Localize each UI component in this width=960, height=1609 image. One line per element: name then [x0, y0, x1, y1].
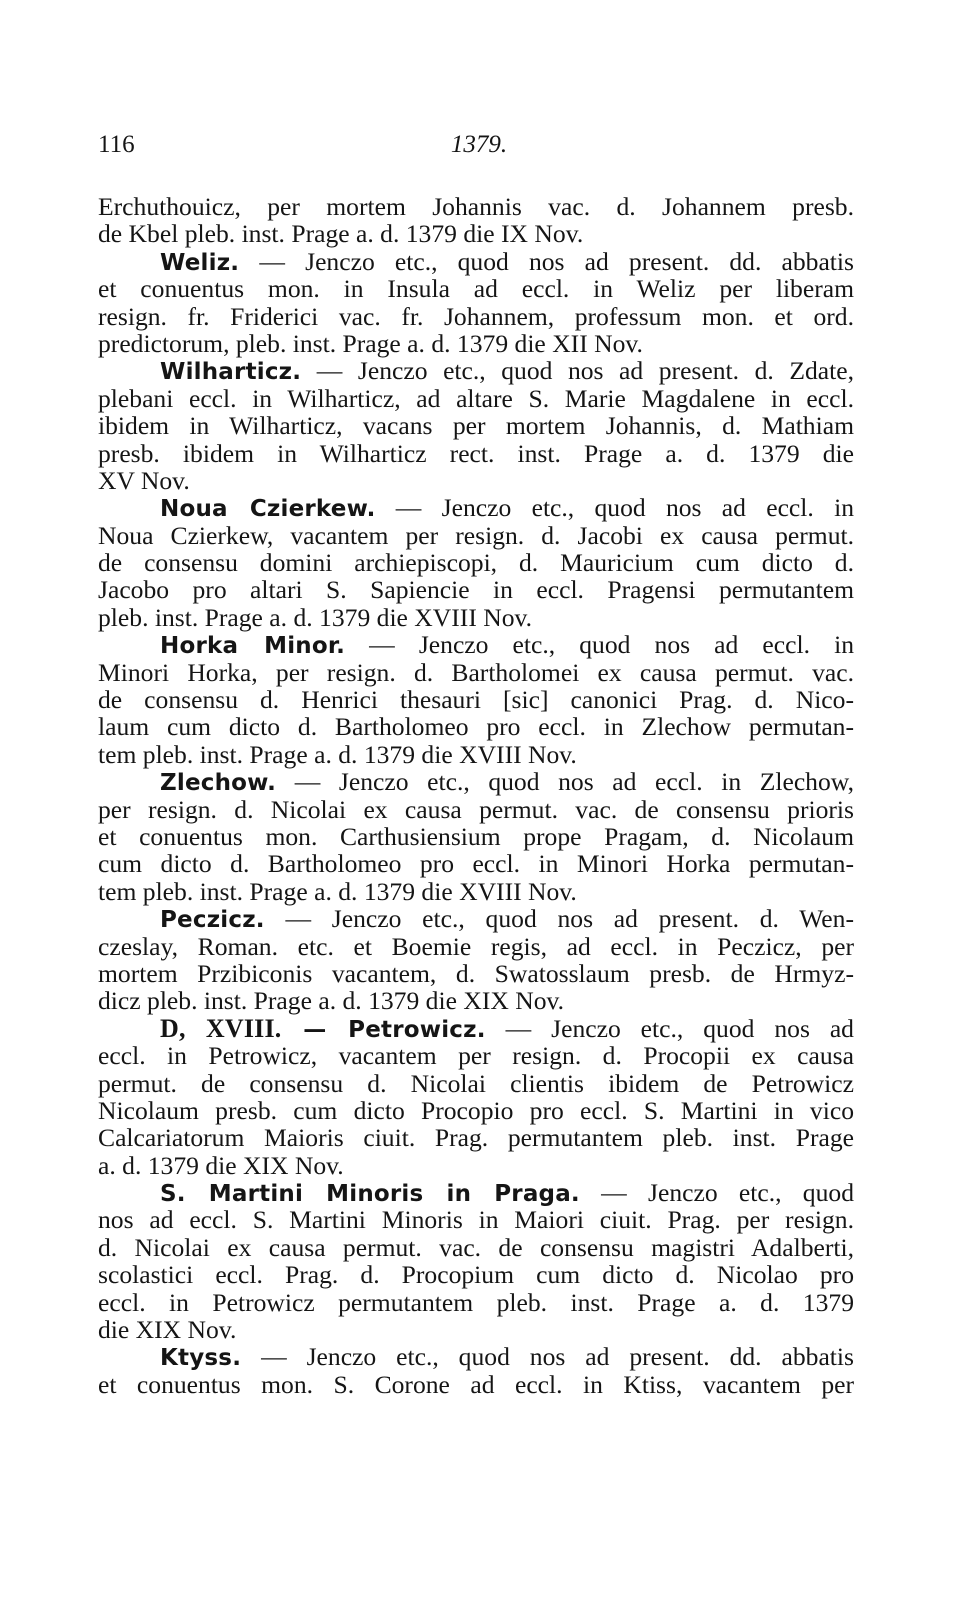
running-title-year: 1379.: [450, 131, 508, 158]
line-text: Minori Horka, per resign. d. Bartholomei ex causa permut. vac.: [98, 657, 854, 687]
line-text: de Kbel pleb. inst. Prage a. d. 1379 die IX Nov.: [98, 219, 584, 249]
entry-headword: — Petrowicz.: [281, 1016, 486, 1043]
text-line: [98, 494, 854, 521]
register-entry: [98, 193, 854, 248]
line-text: eccl. in Petrowicz, vacantem per resign. d. Procopii ex causa: [98, 1041, 854, 1071]
line-text: — Jenczo etc., quod nos ad eccl. in: [345, 630, 854, 660]
line-text: tem pleb. inst. Prage a. d. 1379 die XVIII Nov.: [98, 739, 577, 769]
register-entry: [98, 248, 854, 358]
text-line: [98, 1042, 854, 1069]
text-line: [98, 467, 854, 494]
text-line: [98, 193, 854, 220]
text-line: [98, 878, 854, 905]
line-text: Calcariatorum Maioris ciuit. Prag. permutantem pleb. inst. Prage: [98, 1123, 854, 1153]
page-number: 116: [98, 131, 135, 158]
text-line: [98, 1015, 854, 1042]
text-line: [98, 1179, 854, 1206]
register-entry: [98, 1179, 854, 1343]
register-entry: [98, 768, 854, 905]
text-line: [98, 1124, 854, 1151]
line-text: permut. de consensu d. Nicolai clientis ibidem de Petrowicz: [98, 1068, 854, 1098]
text-line: [98, 659, 854, 686]
text-line: [98, 220, 854, 247]
entry-headword: Wilharticz.: [160, 359, 302, 386]
line-text: — Jenczo etc., quod nos ad present. dd. abbatis: [239, 246, 854, 276]
text-line: [98, 357, 854, 384]
line-text: et conuentus mon. Carthusiensium prope Pragam, d. Nicolaum: [98, 821, 854, 851]
running-header: [98, 128, 860, 162]
line-text: XV Nov.: [98, 465, 190, 495]
line-text: dicz pleb. inst. Prage a. d. 1379 die XIX Nov.: [98, 986, 565, 1016]
line-text: Nicolaum presb. cum dicto Procopio pro eccl. S. Martini in vico: [98, 1095, 854, 1125]
text-line: [98, 1371, 854, 1398]
register-entry: [98, 1015, 854, 1179]
entry-headword: S. Martini Minoris in Praga.: [160, 1181, 580, 1208]
register-entry: [98, 494, 854, 631]
text-line: [98, 1261, 854, 1288]
line-text: plebani eccl. in Wilharticz, ad altare S. Marie Magdalene in eccl.: [98, 383, 854, 413]
text-line: [98, 741, 854, 768]
text-line: [98, 713, 854, 740]
line-text: — Jenczo etc., quod nos ad: [485, 1013, 854, 1043]
text-line: [98, 823, 854, 850]
text-line: [98, 686, 854, 713]
line-text: laum cum dicto d. Bartholomeo pro eccl. in Zlechow permutan-: [98, 712, 854, 742]
text-line: [98, 1097, 854, 1124]
text-line: [98, 1343, 854, 1370]
text-line: [98, 275, 854, 302]
line-text: resign. fr. Friderici vac. fr. Johannem, professum mon. et ord.: [98, 301, 854, 331]
text-line: [98, 796, 854, 823]
line-text: Jacobo pro altari S. Sapiencie in eccl. Pragensi permutantem: [98, 575, 854, 605]
text-line: [98, 604, 854, 631]
line-text: Erchuthouicz, per mortem Johannis vac. d. Johannem presb.: [98, 192, 854, 221]
entry-headword: Horka Minor.: [160, 633, 346, 660]
line-text: de consensu domini archiepiscopi, d. Mauricium cum dicto d.: [98, 548, 854, 578]
line-text: nos ad eccl. S. Martini Minoris in Maiori ciuit. Prag. per resign.: [98, 1205, 854, 1235]
text-line: [98, 1070, 854, 1097]
text-line: [98, 248, 854, 275]
line-text: die XIX Nov.: [98, 1315, 237, 1345]
line-text: predictorum, pleb. inst. Prage a. d. 1379 die XII Nov.: [98, 328, 643, 358]
line-text: — Jenczo etc., quod nos ad present. d. Zdate,: [301, 356, 854, 386]
line-text: mortem Przibiconis vacantem, d. Swatosslaum presb. de Hrmyz-: [98, 958, 854, 988]
line-text: eccl. in Petrowicz permutantem pleb. inst. Prage a. d. 1379: [98, 1287, 854, 1317]
line-text: — Jenczo etc., quod nos ad present. d. Wen-: [264, 904, 854, 934]
entry-headword: Ktyss.: [160, 1345, 242, 1372]
text-line: [98, 303, 854, 330]
text-line: [98, 549, 854, 576]
text-line: [98, 1289, 854, 1316]
text-line: [98, 412, 854, 439]
line-text: a. d. 1379 die XIX Nov.: [98, 1150, 344, 1180]
line-text: — Jenczo etc., quod nos ad eccl. in Zlechow,: [276, 767, 854, 797]
entry-headword: Zlechow.: [160, 770, 277, 797]
line-text: et conuentus mon. S. Corone ad eccl. in Ktiss, vacantem per: [98, 1369, 854, 1399]
register-entry: [98, 905, 854, 1015]
line-text: — Jenczo etc., quod nos ad eccl. in: [375, 493, 854, 523]
entry-headword: Noua Czierkew.: [160, 496, 376, 523]
line-text: cum dicto d. Bartholomeo pro eccl. in Minori Horka permutan-: [98, 849, 854, 879]
text-line: [98, 1206, 854, 1233]
text-line: [98, 1316, 854, 1343]
line-text: tem pleb. inst. Prage a. d. 1379 die XVIII Nov.: [98, 876, 577, 906]
register-entry: [98, 631, 854, 768]
entry-headword: Peczicz.: [160, 907, 265, 934]
entry-date: D, XVIII.: [160, 1013, 282, 1043]
text-line: [98, 1152, 854, 1179]
line-text: d. Nicolai ex causa permut. vac. de consensu magistri Adalberti,: [98, 1232, 854, 1262]
entry-headword: Weliz.: [160, 249, 240, 276]
register-entries: [98, 193, 854, 1398]
line-text: — Jenczo etc., quod: [579, 1178, 854, 1208]
text-line: [98, 905, 854, 932]
line-text: czeslay, Roman. etc. et Boemie regis, ad eccl. in Peczicz, per: [98, 931, 854, 961]
text-line: [98, 631, 854, 658]
line-text: ibidem in Wilharticz, vacans per mortem Johannis, d. Mathiam: [98, 411, 854, 441]
line-text: et conuentus mon. in Insula ad eccl. in Weliz per liberam: [98, 274, 854, 304]
text-line: [98, 987, 854, 1014]
text-line: [98, 933, 854, 960]
line-text: Noua Czierkew, vacantem per resign. d. Jacobi ex causa permut.: [98, 520, 854, 550]
text-line: [98, 1234, 854, 1261]
text-line: [98, 330, 854, 357]
line-text: pleb. inst. Prage a. d. 1379 die XVIII Nov.: [98, 602, 533, 632]
text-line: [98, 850, 854, 877]
register-entry: [98, 1343, 854, 1398]
text-line: [98, 440, 854, 467]
register-entry: [98, 357, 854, 494]
text-line: [98, 576, 854, 603]
text-line: [98, 768, 854, 795]
text-line: [98, 385, 854, 412]
line-text: per resign. d. Nicolai ex causa permut. vac. de consensu prioris: [98, 794, 854, 824]
text-line: [98, 522, 854, 549]
text-line: [98, 960, 854, 987]
line-text: de consensu d. Henrici thesauri [sic] canonici Prag. d. Nico-: [98, 685, 854, 715]
line-text: presb. ibidem in Wilharticz rect. inst. Prage a. d. 1379 die: [98, 438, 854, 468]
line-text: scolastici eccl. Prag. d. Procopium cum dicto d. Nicolao pro: [98, 1260, 854, 1290]
line-text: — Jenczo etc., quod nos ad present. dd. abbatis: [241, 1342, 854, 1372]
